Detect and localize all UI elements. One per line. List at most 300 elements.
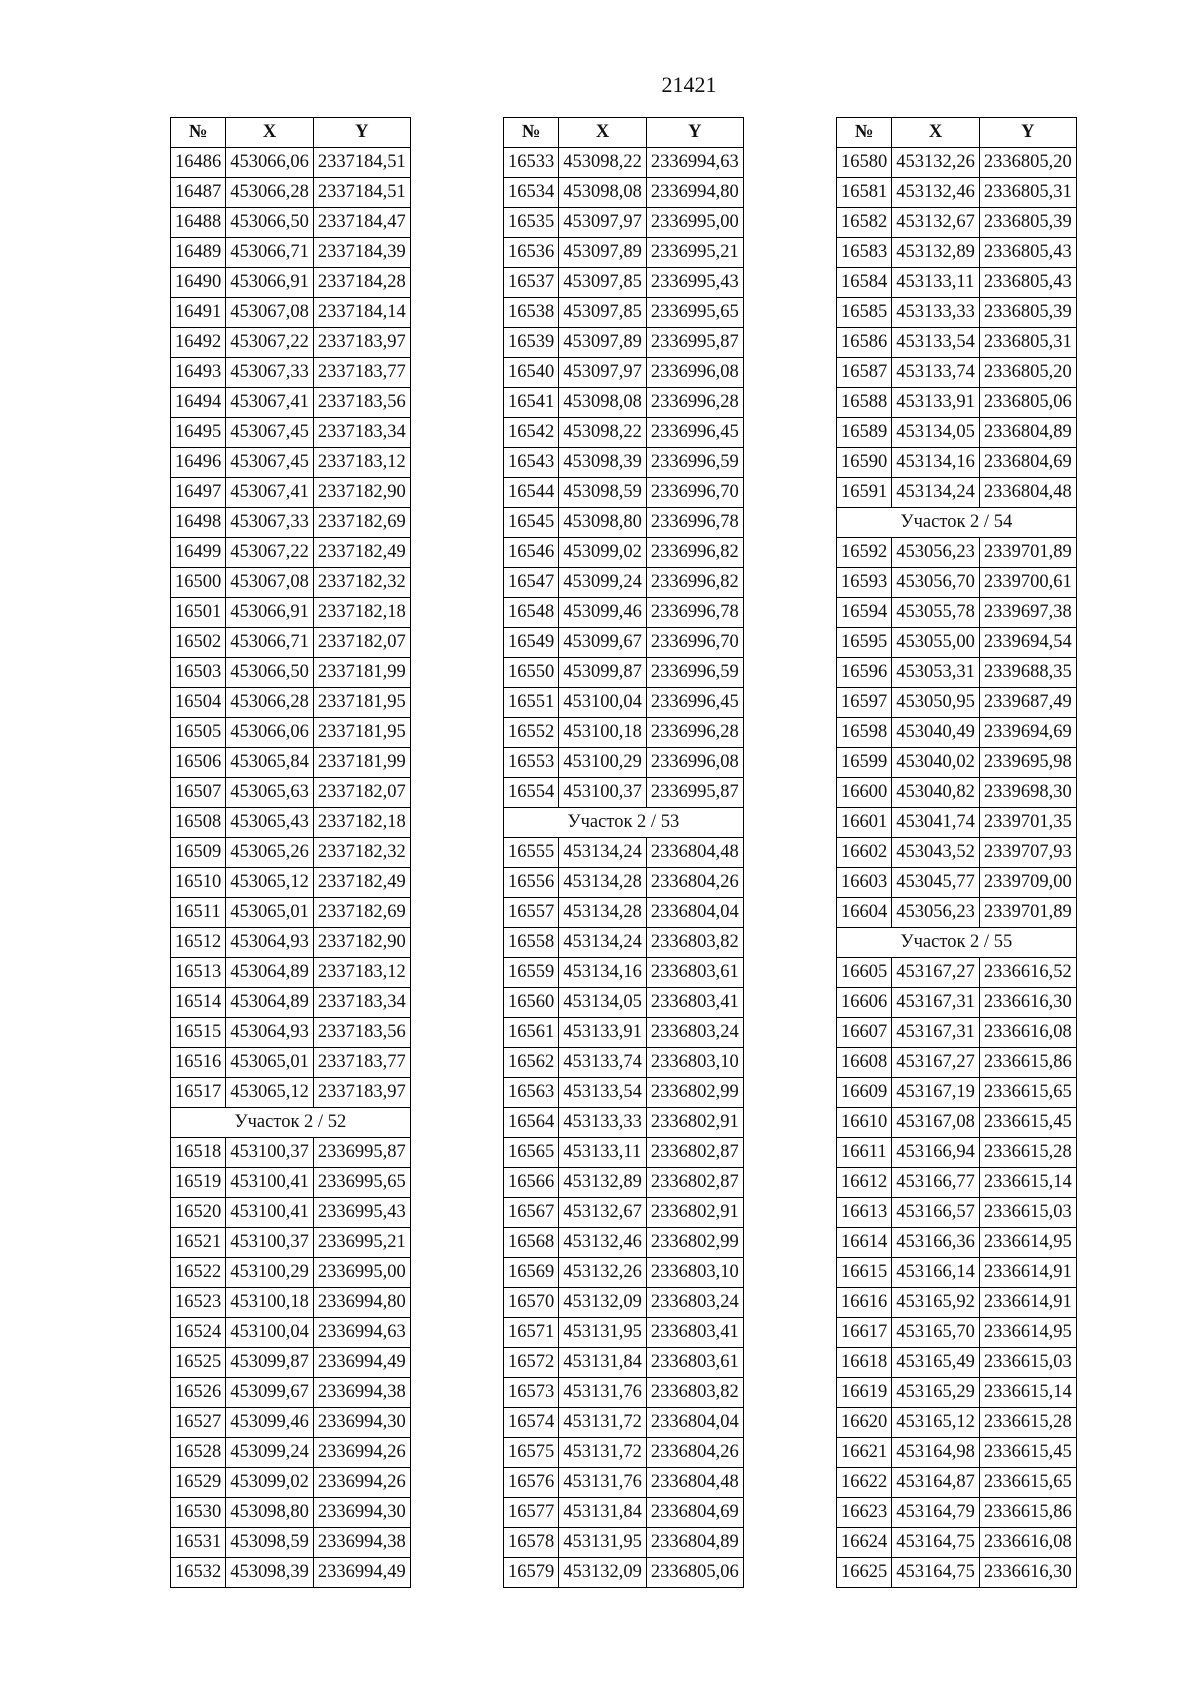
table-row	[504, 448, 744, 478]
cell-x: 453164,87	[892, 1468, 980, 1498]
cell-y: 2337183,34	[313, 988, 410, 1018]
cell-y: 2336805,43	[979, 268, 1076, 298]
cell-x: 453050,95	[892, 688, 980, 718]
cell-no: 16524	[171, 1318, 226, 1348]
table-row	[837, 418, 1077, 448]
cell-no: 16592	[837, 538, 892, 568]
cell-x: 453099,67	[226, 1378, 314, 1408]
cell-no: 16594	[837, 598, 892, 628]
cell-x: 453100,18	[559, 718, 647, 748]
cell-y: 2339700,61	[979, 568, 1076, 598]
cell-no: 16493	[171, 358, 226, 388]
cell-no: 16512	[171, 928, 226, 958]
table-row	[504, 838, 744, 868]
cell-no: 16558	[504, 928, 559, 958]
cell-x: 453134,05	[892, 418, 980, 448]
table-row	[504, 358, 744, 388]
cell-y: 2337182,69	[313, 898, 410, 928]
table-row	[504, 748, 744, 778]
section-row	[837, 928, 1077, 958]
table-row	[837, 808, 1077, 838]
cell-no: 16582	[837, 208, 892, 238]
cell-x: 453097,85	[559, 298, 647, 328]
cell-y: 2339695,98	[979, 748, 1076, 778]
table-row	[504, 1408, 744, 1438]
cell-no: 16613	[837, 1198, 892, 1228]
cell-no: 16591	[837, 478, 892, 508]
table-row	[171, 478, 411, 508]
table-row	[171, 388, 411, 418]
cell-no: 16619	[837, 1378, 892, 1408]
cell-no: 16548	[504, 598, 559, 628]
cell-y: 2336615,14	[979, 1168, 1076, 1198]
table-row	[171, 418, 411, 448]
table-row	[504, 328, 744, 358]
cell-y: 2336802,91	[646, 1198, 743, 1228]
cell-y: 2337181,95	[313, 688, 410, 718]
cell-no: 16612	[837, 1168, 892, 1198]
table-row	[171, 838, 411, 868]
table-row	[504, 718, 744, 748]
table-row	[171, 1408, 411, 1438]
cell-no: 16609	[837, 1078, 892, 1108]
cell-y: 2336803,82	[646, 1378, 743, 1408]
cell-x: 453132,46	[559, 1228, 647, 1258]
cell-y: 2336805,39	[979, 208, 1076, 238]
cell-x: 453067,08	[226, 298, 314, 328]
cell-no: 16618	[837, 1348, 892, 1378]
table-row	[171, 718, 411, 748]
coordinate-table-1	[170, 117, 411, 1588]
cell-y: 2336805,06	[646, 1558, 743, 1588]
cell-y: 2336616,08	[979, 1528, 1076, 1558]
cell-y: 2337183,56	[313, 388, 410, 418]
table-row	[837, 148, 1077, 178]
cell-y: 2337184,39	[313, 238, 410, 268]
table-row	[504, 868, 744, 898]
cell-y: 2337182,90	[313, 478, 410, 508]
cell-no: 16487	[171, 178, 226, 208]
cell-no: 16573	[504, 1378, 559, 1408]
cell-no: 16534	[504, 178, 559, 208]
cell-y: 2337182,32	[313, 568, 410, 598]
cell-y: 2336802,99	[646, 1228, 743, 1258]
table-row	[504, 1288, 744, 1318]
cell-y: 2339694,54	[979, 628, 1076, 658]
cell-y: 2336615,28	[979, 1408, 1076, 1438]
table-row	[171, 778, 411, 808]
table-row	[171, 628, 411, 658]
table-row	[504, 388, 744, 418]
cell-y: 2337183,12	[313, 958, 410, 988]
cell-x: 453099,24	[226, 1438, 314, 1468]
cell-no: 16552	[504, 718, 559, 748]
cell-x: 453132,09	[559, 1288, 647, 1318]
cell-x: 453131,76	[559, 1378, 647, 1408]
table-row	[504, 1468, 744, 1498]
table-row	[171, 1348, 411, 1378]
cell-y: 2337181,99	[313, 748, 410, 778]
cell-y: 2336995,00	[646, 208, 743, 238]
cell-no: 16607	[837, 1018, 892, 1048]
cell-y: 2337184,28	[313, 268, 410, 298]
table-row	[837, 718, 1077, 748]
cell-x: 453098,59	[559, 478, 647, 508]
cell-x: 453100,18	[226, 1288, 314, 1318]
cell-y: 2337182,69	[313, 508, 410, 538]
table-row	[171, 898, 411, 928]
header-no: №	[504, 118, 559, 148]
cell-x: 453166,14	[892, 1258, 980, 1288]
cell-y: 2336803,10	[646, 1048, 743, 1078]
cell-no: 16503	[171, 658, 226, 688]
table-row	[837, 988, 1077, 1018]
cell-x: 453134,16	[892, 448, 980, 478]
cell-no: 16593	[837, 568, 892, 598]
cell-x: 453055,00	[892, 628, 980, 658]
cell-y: 2339701,89	[979, 538, 1076, 568]
table-row	[504, 1138, 744, 1168]
cell-no: 16574	[504, 1408, 559, 1438]
cell-y: 2336994,80	[646, 178, 743, 208]
table-row	[171, 928, 411, 958]
cell-x: 453133,54	[559, 1078, 647, 1108]
cell-y: 2337183,97	[313, 328, 410, 358]
table-header-row	[837, 118, 1077, 148]
cell-x: 453132,67	[892, 208, 980, 238]
cell-y: 2336805,39	[979, 298, 1076, 328]
cell-y: 2336614,91	[979, 1288, 1076, 1318]
table-row	[171, 1378, 411, 1408]
table-row	[171, 1288, 411, 1318]
table-row	[171, 1498, 411, 1528]
cell-y: 2337182,49	[313, 868, 410, 898]
cell-no: 16533	[504, 148, 559, 178]
cell-no: 16587	[837, 358, 892, 388]
table-row	[504, 1558, 744, 1588]
table-row	[171, 688, 411, 718]
cell-y: 2336804,48	[646, 1468, 743, 1498]
cell-no: 16567	[504, 1198, 559, 1228]
cell-no: 16620	[837, 1408, 892, 1438]
cell-x: 453165,29	[892, 1378, 980, 1408]
cell-x: 453134,16	[559, 958, 647, 988]
cell-y: 2337183,77	[313, 358, 410, 388]
cell-x: 453097,89	[559, 328, 647, 358]
cell-x: 453134,24	[559, 838, 647, 868]
cell-no: 16604	[837, 898, 892, 928]
header-y: Y	[313, 118, 410, 148]
section-row	[837, 508, 1077, 538]
table-row	[837, 1378, 1077, 1408]
cell-no: 16590	[837, 448, 892, 478]
table-row	[837, 1498, 1077, 1528]
cell-y: 2336805,20	[979, 148, 1076, 178]
cell-no: 16491	[171, 298, 226, 328]
cell-x: 453167,19	[892, 1078, 980, 1108]
table-row	[837, 448, 1077, 478]
cell-y: 2336995,00	[313, 1258, 410, 1288]
cell-no: 16610	[837, 1108, 892, 1138]
table-row	[171, 988, 411, 1018]
cell-y: 2336805,43	[979, 238, 1076, 268]
cell-x: 453165,92	[892, 1288, 980, 1318]
cell-x: 453131,72	[559, 1408, 647, 1438]
cell-x: 453134,24	[559, 928, 647, 958]
cell-y: 2336996,28	[646, 388, 743, 418]
cell-y: 2336996,08	[646, 358, 743, 388]
cell-y: 2336995,87	[646, 328, 743, 358]
cell-no: 16546	[504, 538, 559, 568]
cell-no: 16551	[504, 688, 559, 718]
table-row	[171, 508, 411, 538]
cell-x: 453066,71	[226, 628, 314, 658]
table-row	[837, 688, 1077, 718]
table-row	[837, 958, 1077, 988]
cell-no: 16539	[504, 328, 559, 358]
cell-no: 16513	[171, 958, 226, 988]
cell-no: 16549	[504, 628, 559, 658]
cell-y: 2337183,56	[313, 1018, 410, 1048]
cell-x: 453066,06	[226, 718, 314, 748]
cell-x: 453133,11	[559, 1138, 647, 1168]
cell-no: 16621	[837, 1438, 892, 1468]
cell-x: 453065,26	[226, 838, 314, 868]
cell-y: 2336615,86	[979, 1048, 1076, 1078]
cell-y: 2336802,91	[646, 1108, 743, 1138]
cell-x: 453066,28	[226, 688, 314, 718]
cell-no: 16535	[504, 208, 559, 238]
cell-x: 453098,08	[559, 178, 647, 208]
section-row	[171, 1108, 411, 1138]
cell-y: 2336994,49	[313, 1348, 410, 1378]
table-row	[837, 1258, 1077, 1288]
table-row	[504, 658, 744, 688]
cell-no: 16501	[171, 598, 226, 628]
table-row	[171, 538, 411, 568]
cell-x: 453067,41	[226, 478, 314, 508]
cell-x: 453100,37	[559, 778, 647, 808]
cell-x: 453165,70	[892, 1318, 980, 1348]
cell-x: 453166,57	[892, 1198, 980, 1228]
cell-x: 453099,87	[559, 658, 647, 688]
table-row	[171, 868, 411, 898]
cell-no: 16522	[171, 1258, 226, 1288]
table-row	[171, 328, 411, 358]
cell-x: 453100,04	[226, 1318, 314, 1348]
cell-no: 16504	[171, 688, 226, 718]
cell-y: 2337184,47	[313, 208, 410, 238]
cell-x: 453066,50	[226, 658, 314, 688]
cell-no: 16584	[837, 268, 892, 298]
cell-no: 16508	[171, 808, 226, 838]
cell-y: 2336994,30	[313, 1408, 410, 1438]
cell-y: 2339688,35	[979, 658, 1076, 688]
table-row	[171, 598, 411, 628]
cell-y: 2336996,08	[646, 748, 743, 778]
table-row	[837, 1318, 1077, 1348]
cell-y: 2336995,21	[313, 1228, 410, 1258]
cell-no: 16566	[504, 1168, 559, 1198]
cell-no: 16580	[837, 148, 892, 178]
cell-no: 16562	[504, 1048, 559, 1078]
cell-no: 16565	[504, 1138, 559, 1168]
cell-y: 2336804,26	[646, 868, 743, 898]
cell-no: 16547	[504, 568, 559, 598]
cell-y: 2336996,82	[646, 568, 743, 598]
cell-no: 16505	[171, 718, 226, 748]
cell-no: 16581	[837, 178, 892, 208]
table-row	[504, 598, 744, 628]
cell-x: 453134,28	[559, 898, 647, 928]
cell-no: 16557	[504, 898, 559, 928]
cell-no: 16600	[837, 778, 892, 808]
cell-y: 2336615,65	[979, 1078, 1076, 1108]
table-row	[504, 988, 744, 1018]
cell-no: 16563	[504, 1078, 559, 1108]
cell-y: 2337183,34	[313, 418, 410, 448]
cell-x: 453098,80	[559, 508, 647, 538]
cell-no: 16623	[837, 1498, 892, 1528]
cell-no: 16560	[504, 988, 559, 1018]
cell-y: 2336804,26	[646, 1438, 743, 1468]
cell-x: 453098,39	[226, 1558, 314, 1588]
cell-y: 2336994,63	[646, 148, 743, 178]
header-no: №	[171, 118, 226, 148]
table-row	[837, 1468, 1077, 1498]
cell-y: 2337183,97	[313, 1078, 410, 1108]
cell-y: 2339701,35	[979, 808, 1076, 838]
cell-no: 16497	[171, 478, 226, 508]
cell-no: 16496	[171, 448, 226, 478]
cell-y: 2336615,45	[979, 1108, 1076, 1138]
cell-no: 16507	[171, 778, 226, 808]
cell-no: 16506	[171, 748, 226, 778]
header-y: Y	[979, 118, 1076, 148]
cell-y: 2336805,31	[979, 328, 1076, 358]
cell-x: 453100,29	[226, 1258, 314, 1288]
cell-no: 16494	[171, 388, 226, 418]
cell-x: 453100,29	[559, 748, 647, 778]
cell-x: 453099,87	[226, 1348, 314, 1378]
cell-y: 2336803,82	[646, 928, 743, 958]
cell-y: 2336994,38	[313, 1378, 410, 1408]
cell-no: 16489	[171, 238, 226, 268]
cell-no: 16515	[171, 1018, 226, 1048]
cell-x: 453056,23	[892, 538, 980, 568]
header-x: X	[892, 118, 980, 148]
cell-y: 2336996,70	[646, 628, 743, 658]
cell-y: 2339694,69	[979, 718, 1076, 748]
table-row	[837, 178, 1077, 208]
cell-y: 2337181,95	[313, 718, 410, 748]
cell-y: 2336995,43	[313, 1198, 410, 1228]
table-row	[837, 358, 1077, 388]
table-row	[504, 1498, 744, 1528]
table-row	[504, 1318, 744, 1348]
cell-x: 453099,46	[226, 1408, 314, 1438]
cell-x: 453065,12	[226, 1078, 314, 1108]
cell-no: 16569	[504, 1258, 559, 1288]
cell-x: 453098,59	[226, 1528, 314, 1558]
cell-no: 16502	[171, 628, 226, 658]
cell-y: 2336805,31	[979, 178, 1076, 208]
cell-x: 453100,37	[226, 1228, 314, 1258]
cell-x: 453133,54	[892, 328, 980, 358]
cell-x: 453066,91	[226, 268, 314, 298]
cell-x: 453099,02	[226, 1468, 314, 1498]
cell-x: 453043,52	[892, 838, 980, 868]
cell-y: 2336995,65	[646, 298, 743, 328]
table-row	[171, 1438, 411, 1468]
cell-x: 453164,98	[892, 1438, 980, 1468]
table-row	[837, 778, 1077, 808]
cell-x: 453097,97	[559, 208, 647, 238]
table-row	[504, 688, 744, 718]
cell-no: 16624	[837, 1528, 892, 1558]
cell-x: 453065,12	[226, 868, 314, 898]
cell-no: 16498	[171, 508, 226, 538]
cell-y: 2336994,63	[313, 1318, 410, 1348]
cell-x: 453066,91	[226, 598, 314, 628]
cell-x: 453099,02	[559, 538, 647, 568]
table-row	[504, 898, 744, 928]
cell-y: 2336802,87	[646, 1138, 743, 1168]
cell-x: 453133,91	[892, 388, 980, 418]
cell-x: 453131,76	[559, 1468, 647, 1498]
cell-x: 453065,01	[226, 898, 314, 928]
cell-no: 16625	[837, 1558, 892, 1588]
cell-x: 453133,91	[559, 1018, 647, 1048]
table-row	[504, 1018, 744, 1048]
cell-y: 2339707,93	[979, 838, 1076, 868]
cell-x: 453131,84	[559, 1498, 647, 1528]
section-title: Участок 2 / 55	[837, 928, 1077, 958]
cell-x: 453067,45	[226, 448, 314, 478]
cell-y: 2336995,65	[313, 1168, 410, 1198]
cell-y: 2336803,41	[646, 1318, 743, 1348]
cell-no: 16550	[504, 658, 559, 688]
cell-no: 16583	[837, 238, 892, 268]
cell-no: 16511	[171, 898, 226, 928]
cell-y: 2336614,95	[979, 1228, 1076, 1258]
cell-x: 453056,70	[892, 568, 980, 598]
cell-y: 2339687,49	[979, 688, 1076, 718]
cell-no: 16617	[837, 1318, 892, 1348]
cell-no: 16495	[171, 418, 226, 448]
section-row	[504, 808, 744, 838]
table-row	[171, 748, 411, 778]
table-row	[837, 1438, 1077, 1468]
table-row	[837, 1078, 1077, 1108]
table-row	[171, 238, 411, 268]
cell-y: 2336803,24	[646, 1288, 743, 1318]
cell-x: 453098,08	[559, 388, 647, 418]
section-title: Участок 2 / 54	[837, 508, 1077, 538]
cell-x: 453132,46	[892, 178, 980, 208]
cell-x: 453134,24	[892, 478, 980, 508]
cell-x: 453166,94	[892, 1138, 980, 1168]
table-row	[504, 1528, 744, 1558]
cell-y: 2339701,89	[979, 898, 1076, 928]
cell-no: 16523	[171, 1288, 226, 1318]
cell-no: 16519	[171, 1168, 226, 1198]
cell-y: 2337184,51	[313, 148, 410, 178]
cell-no: 16527	[171, 1408, 226, 1438]
cell-no: 16509	[171, 838, 226, 868]
cell-y: 2337184,51	[313, 178, 410, 208]
table-row	[837, 538, 1077, 568]
